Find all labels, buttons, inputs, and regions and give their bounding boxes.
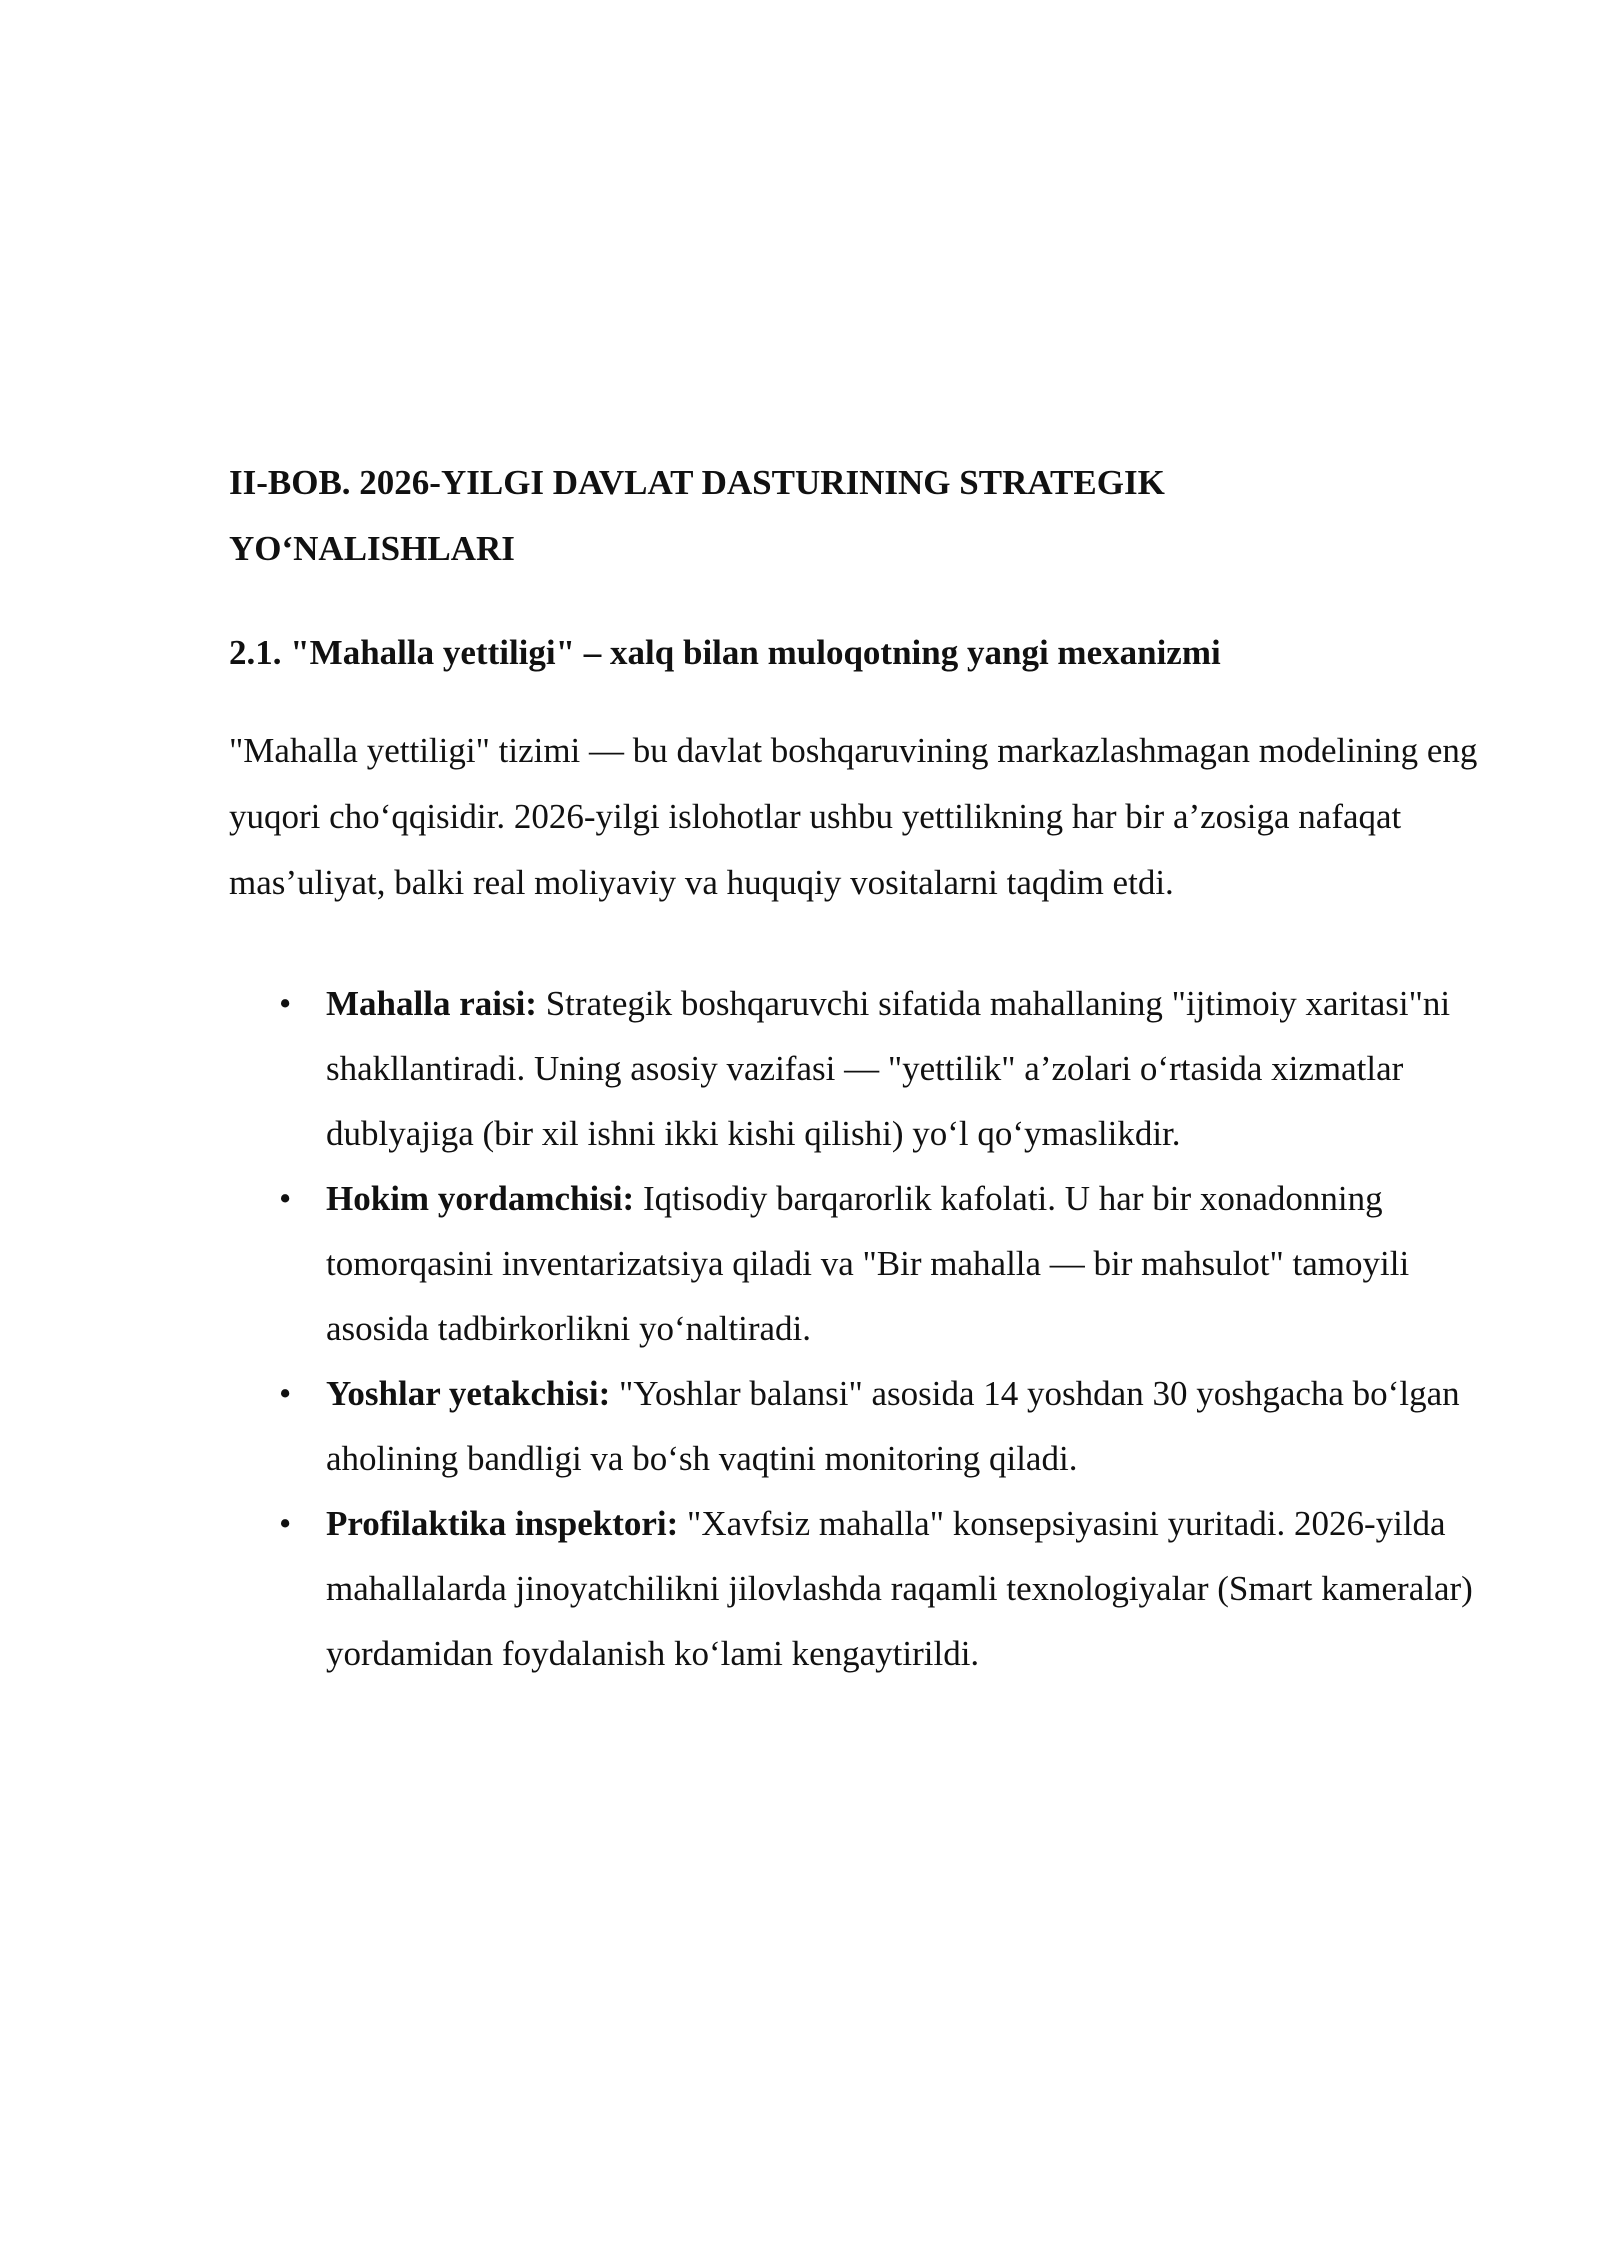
list-item: [229, 971, 1506, 1166]
bullet-icon: •: [279, 1504, 292, 1543]
bullet-text: Iqtisodiy barqarorlik kafolati. U har bir xonadonning tomorqasini inventarizatsiya qiladi va "Bir mahalla — bir mahsulot" tamoyili asosida tadbirkorlikni yo‘naltiradi.: [326, 1179, 1410, 1348]
document-content: [229, 450, 1519, 1686]
bullet-text: "Yoshlar balansi" asosida 14 yoshdan 30 yoshgacha bo‘lgan aholining bandligi va bo‘sh vaqtini monitoring qiladi.: [326, 1374, 1460, 1478]
bullet-term: Hokim yordamchisi:: [326, 1179, 635, 1218]
list-item: [229, 1166, 1506, 1361]
bullet-term: Mahalla raisi:: [326, 984, 537, 1023]
chapter-title: II-BOB. 2026-YILGI DAVLAT DASTURINING STRATEGIK YO‘NALISHLARI: [229, 463, 1165, 568]
bullet-icon: •: [279, 984, 292, 1023]
intro-paragraph: "Mahalla yettiligi" tizimi — bu davlat boshqaruvining markazlashmagan modelining eng yuqori cho‘qqisidir. 2026-yilgi islohotlar ushbu yettilikning har bir a’zosiga nafaqat mas’uliyat, balki real moliyaviy va huquqiy vositalarni taqdim etdi.: [229, 731, 1478, 902]
bullet-icon: •: [279, 1179, 292, 1218]
list-item: [229, 1361, 1506, 1491]
bullet-term: Profilaktika inspektori:: [326, 1504, 679, 1543]
bullet-text: Strategik boshqaruvchi sifatida mahallaning "ijtimoiy xaritasi"ni shakllantiradi. Uning asosiy vazifasi — "yettilik" a’zolari o‘rtasida xizmatlar dublyajiga (bir xil ishni ikki kishi qilishi) yo‘l qo‘ymaslikdir.: [326, 984, 1451, 1153]
bullet-icon: •: [279, 1374, 292, 1413]
role-bullet-list: [229, 971, 1519, 1686]
bullet-text: "Xavfsiz mahalla" konsepsiyasini yuritadi. 2026-yilda mahallalarda jinoyatchilikni jilovlashda raqamli texnologiyalar (Smart kameralar) yordamidan foydalanish ko‘lami kengaytirildi.: [326, 1504, 1473, 1673]
section-title: 2.1. "Mahalla yettiligi" – xalq bilan muloqotning yangi mexanizmi: [229, 633, 1221, 672]
list-item: [229, 1491, 1506, 1686]
bullet-term: Yoshlar yetakchisi:: [326, 1374, 611, 1413]
